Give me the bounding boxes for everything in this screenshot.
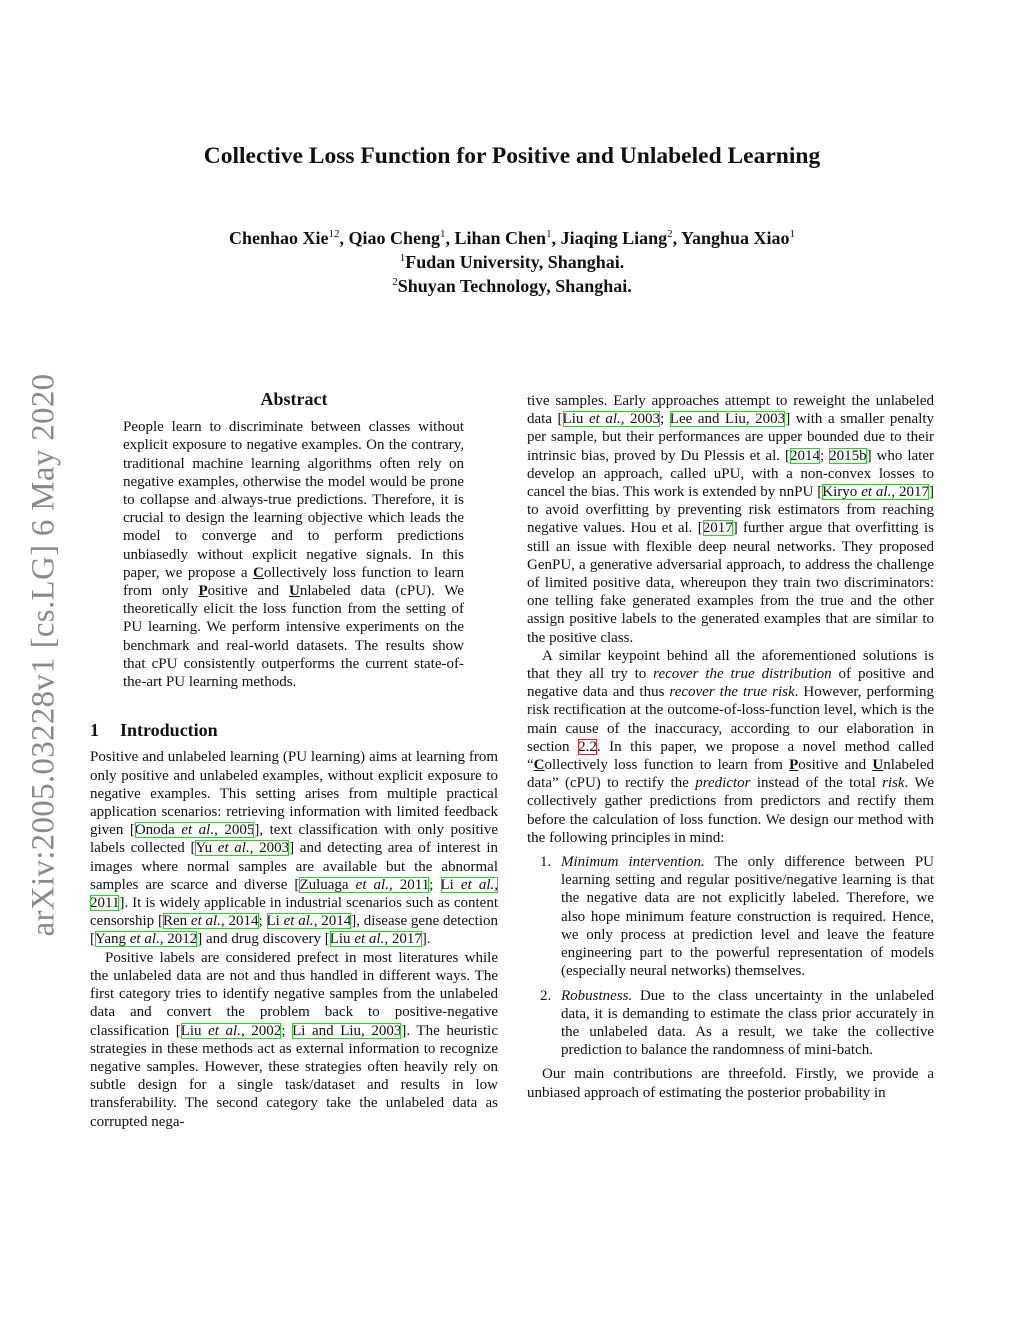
emphasis-letter: C <box>252 564 264 581</box>
citation-link[interactable]: Onoda et al., 2005 <box>134 822 255 839</box>
affiliation-name: Fudan University, Shanghai. <box>405 252 625 272</box>
citation-link[interactable]: Ren et al., 2014 <box>162 913 259 930</box>
citation-link[interactable]: Yu et al., 2003 <box>195 840 290 857</box>
list-item-text: The only difference between PU learning setting and regular positive/negative learning is that the negative data are not explicitly labeled. Therefore, we also hope minimum feature construction is required. Hence, we only process at prediction level and leave the feature engineering part to the powerful representation of models (especially neural networks) themselves. <box>561 854 934 980</box>
arxiv-id: arXiv:2005.03228v1 [cs.LG] 6 May 2020 <box>25 373 62 937</box>
citation-link[interactable]: Lee and Liu, 2003 <box>669 411 786 428</box>
author-affiliation-mark: 2 <box>667 228 673 240</box>
principles-list <box>527 853 934 1059</box>
citation-link[interactable]: Liu et al., 2002 <box>180 1022 282 1039</box>
citation-link[interactable]: 2017 <box>702 520 733 537</box>
affiliation <box>0 250 1024 274</box>
left-column <box>90 390 498 1131</box>
paper-title: Collective Loss Function for Positive and Unlabeled Learning <box>203 143 821 169</box>
citation-link[interactable]: 2014 <box>789 447 820 464</box>
section-heading-introduction <box>90 721 498 739</box>
citation-link[interactable]: Li and Liu, 2003 <box>292 1022 402 1039</box>
list-item-title: Minimum intervention. <box>561 854 705 871</box>
abstract-heading: Abstract <box>260 389 328 409</box>
citation-link[interactable]: Li et al., 2014 <box>266 913 352 930</box>
emphasis-letter: U <box>872 757 884 774</box>
author-name: Lihan Chen <box>454 228 547 248</box>
section-reference-link[interactable]: 2.2 <box>578 738 597 755</box>
author-affiliation-mark: 12 <box>328 228 340 240</box>
right-paragraph-3: Our main contributions are threefold. Firstly, we provide a unbiased approach of estimating the posterior probability in <box>527 1066 934 1101</box>
author-name: Qiao Cheng <box>348 228 441 248</box>
list-marker: 2. <box>540 987 552 1004</box>
emphasis-letter: P <box>198 583 208 600</box>
citation-link[interactable]: Li et al., 2011 <box>90 876 498 912</box>
section-title: Introduction <box>120 720 218 741</box>
section-number: 1 <box>90 720 99 741</box>
citation-link[interactable]: Kiryo et al., 2017 <box>822 484 930 501</box>
emphasis-letter: C <box>533 757 545 774</box>
abstract-text: People learn to discriminate between classes without explicit exposure to negative examples. On the contrary, traditional machine learning algorithms often rely on negative examples, otherwise the model would be prone to collapse and always-true predictions. Therefore, it is crucial to design the learning objective which leads the model to converge and to perform predictions unbiasedly without explicit negative signals. In this paper, we propose a Collectively loss function to learn from only Positive and Unlabeled data (cPU). We theoretically elicit the loss function from the setting of PU learning. We perform intensive experiments on the benchmark and real-world datasets. The results show that cPU consistently outperforms the current state-of-the-art PU learning methods. <box>123 419 464 691</box>
author-block <box>0 226 1024 298</box>
author-name: Chenhao Xie <box>228 228 329 248</box>
citation-link[interactable]: 2015b <box>829 447 867 464</box>
citation-link[interactable]: Liu et al., 2003 <box>562 411 661 428</box>
emphasis-letter: U <box>288 583 300 600</box>
right-column <box>527 392 934 1102</box>
author-name: Jiaqing Liang <box>560 228 668 248</box>
arxiv-sidebar-stamp <box>14 350 74 960</box>
author-affiliation-mark: 1 <box>546 228 552 240</box>
list-item <box>527 987 934 1060</box>
right-paragraph-2: A similar keypoint behind all the aforementioned solutions is that they all try to recover the true distribution of positive and negative data and thus recover the true risk. However, performing risk rectification at the outcome-of-loss-function level, which is the main cause of the inaccuracy, according to our elaboration in section 2.2. In this paper, we propose a novel method called “Collectively loss function to learn from Positive and Unlabeled data” (cPU) to rectify the predictor instead of the total risk. We collectively gather predictions from predictors and rectify them before the calculation of loss function. We design our method with the following principles in mind: <box>527 647 935 846</box>
list-item-title: Robustness. <box>561 987 633 1004</box>
list-marker: 1. <box>540 854 552 871</box>
affiliation-name: Shuyan Technology, Shanghai. <box>397 276 632 296</box>
list-item <box>527 853 934 980</box>
affiliation-mark: 1 <box>399 252 406 264</box>
author-name: Yanghua Xiao <box>680 228 790 248</box>
citation-link[interactable]: Zuluaga et al., 2011 <box>299 876 430 893</box>
emphasis-letter: P <box>789 757 799 774</box>
intro-paragraph-2: Positive labels are considered prefect in most literatures while the unlabeled data are not and thus handled in different ways. The first category tries to identify negative samples from the unlabeled data and convert the problem back to positive-negative classification [Liu et al., 2002; Li and Liu, 2003]. The heuristic strategies in these methods act as external information to recognize negative samples. However, these strategies often heavily rely on subtle design for a single task/dataset and results in low transferability. The second category take the unlabeled data as corrupted nega- <box>90 949 498 1130</box>
author-affiliation-mark: 1 <box>789 228 795 240</box>
list-item-text: Due to the class uncertainty in the unlabeled data, it is demanding to estimate the class prior accurately in the unlabeled data. As a result, we take the collective prediction to balance the randomness of mini-batch. <box>561 987 934 1059</box>
intro-paragraph-1: Positive and unlabeled learning (PU learning) aims at learning from only positive and unlabeled examples, without explicit exposure to negative examples. This setting arises from multiple practical application scenarios: retrieving information with limited feedback given [Onoda et al., 2005], text classification with only positive labels collected [Yu et al., 2003] and detecting area of interest in images where normal samples are available but the abnormal samples are scarce and diverse [Zuluaga et al., 2011; Li et al., 2011]. It is widely applicable in industrial scenarios such as content censorship [Ren et al., 2014; Li et al., 2014], disease gene detection [Yang et al., 2012] and drug discovery [Liu et al., 2017]. <box>90 749 499 948</box>
affiliation-mark: 2 <box>392 276 398 288</box>
right-paragraph-1: tive samples. Early approaches attempt to reweight the unlabeled data [Liu et al., 2003; Lee and Liu, 2003] with a smaller penalty per sample, but their performances are upper bounded due to their intrinsic bias, proved by Du Plessis et al. [2014; 2015b] who later develop an approach, called uPU, with a non-convex losses to cancel the bias. This work is extended by nnPU [Kiryo et al., 2017] to avoid overfitting by preventing risk estimators from reaching negative values. Hou et al. [2017] further argue that overfitting is still an issue with flexible deep neural networks. They proposed GenPU, a generative adversarial approach, to address the challenge of limited positive data, whereupon they train two discriminators: one telling fake generated examples from the true and the other assign positive labels to the generated examples that are similar to the positive class. <box>527 393 935 646</box>
author-list: Chenhao Xie$^{12}$, Qiao Cheng$^1$, Lihan Chen$^1$, Jiaqing Liang$^2$, Yanghua Xiao$^1$ <box>228 228 795 248</box>
citation-link[interactable]: Yang et al., 2012 <box>95 931 198 948</box>
affiliation <box>0 274 1024 298</box>
citation-link[interactable]: Liu et al., 2017 <box>329 931 422 948</box>
author-affiliation-mark: 1 <box>440 228 446 240</box>
